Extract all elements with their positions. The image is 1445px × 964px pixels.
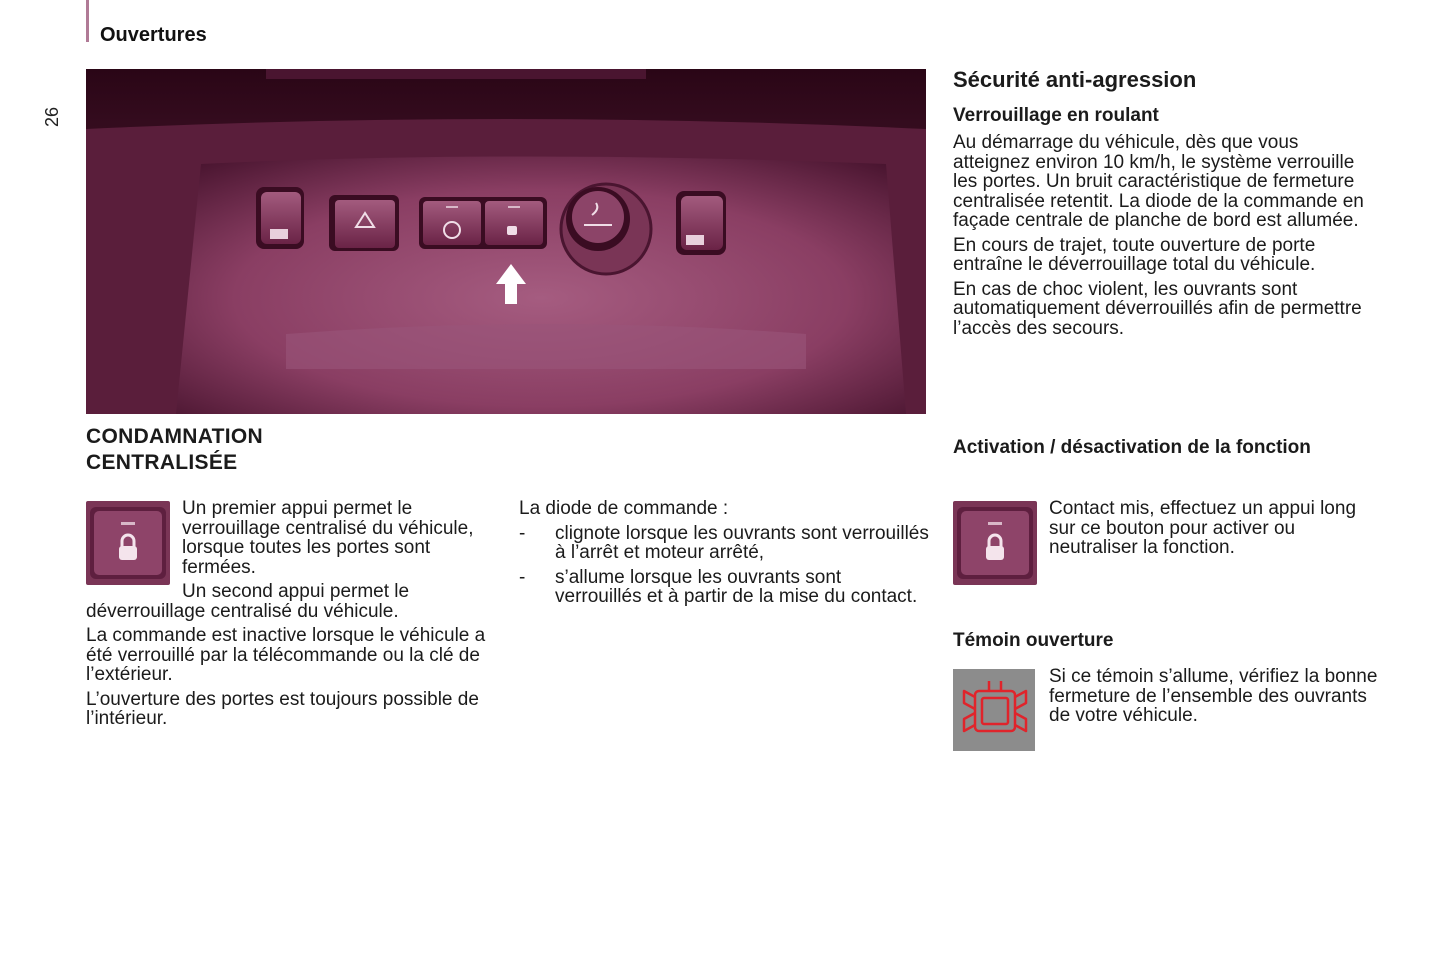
- securite-body: [953, 133, 1373, 343]
- page-number: 26: [42, 106, 62, 128]
- securite-paragraph-2: En cours de trajet, toute ouverture de porte entraîne le déverrouillage total du véhicule.: [953, 234, 1316, 275]
- securite-heading: Sécurité anti-agression: [953, 67, 1197, 92]
- diode-section: [519, 499, 929, 612]
- activation-subheading: Activation / désactivation de la fonction: [953, 437, 1311, 458]
- condamnation-intro: Un premier appui permet le verrouillage centralisé du véhicule, lorsque toutes les portes sont fermées.: [182, 498, 474, 578]
- verrouillage-subheading: Verrouillage en roulant: [953, 105, 1159, 126]
- section-title: Ouvertures: [100, 24, 207, 46]
- temoin-text: Si ce témoin s’allume, vérifiez la bonne fermeture de l’ensemble des ouvrants de votre véhicule.: [1049, 666, 1378, 726]
- list-item: - clignote lorsque les ouvrants sont verrouillés à l’arrêt et moteur arrêté,: [519, 522, 929, 563]
- door-open-warning-icon: [953, 669, 1035, 751]
- temoin-subheading: Témoin ouverture: [953, 630, 1114, 651]
- condamnation-paragraph-2: Un second appui permet le déverrouillage centralisé du véhicule.: [86, 581, 410, 622]
- diode-intro: La diode de commande :: [519, 498, 729, 519]
- lock-button-icon: [953, 501, 1037, 585]
- condamnation-body: [86, 582, 506, 734]
- header-accent-bar: [86, 0, 89, 42]
- dashboard-illustration: [86, 69, 926, 414]
- lock-button-icon: [86, 501, 170, 585]
- condamnation-paragraph-4: L’ouverture des portes est toujours possible de l’intérieur.: [86, 688, 479, 729]
- activation-text: Contact mis, effectuez un appui long sur ce bouton pour activer ou neutraliser la fonction.: [1049, 498, 1357, 558]
- securite-paragraph-1: Au démarrage du véhicule, dès que vous atteignez environ 10 km/h, le système verrouille les portes. Un bruit caractéristique de fermeture centralisée retentit. La diode de la commande en façade centrale de planche de bord est allumée.: [953, 132, 1364, 231]
- lock-icon: [86, 501, 170, 585]
- condamnation-heading: CONDAMNATION CENTRALISÉE: [86, 425, 264, 474]
- condamnation-paragraph-3: La commande est inactive lorsque le véhicule a été verrouillé par la télécommande ou la clé de l’extérieur.: [86, 625, 486, 685]
- list-item: - s’allume lorsque les ouvrants sont verrouillés et à partir de la mise du contact.: [519, 566, 918, 607]
- dashboard-photo: [86, 69, 926, 414]
- lock-icon: [953, 501, 1037, 585]
- securite-paragraph-3: En cas de choc violent, les ouvrants sont automatiquement déverrouillés afin de permettre l’accès des secours.: [953, 278, 1362, 339]
- car-doors-icon: [953, 669, 1035, 751]
